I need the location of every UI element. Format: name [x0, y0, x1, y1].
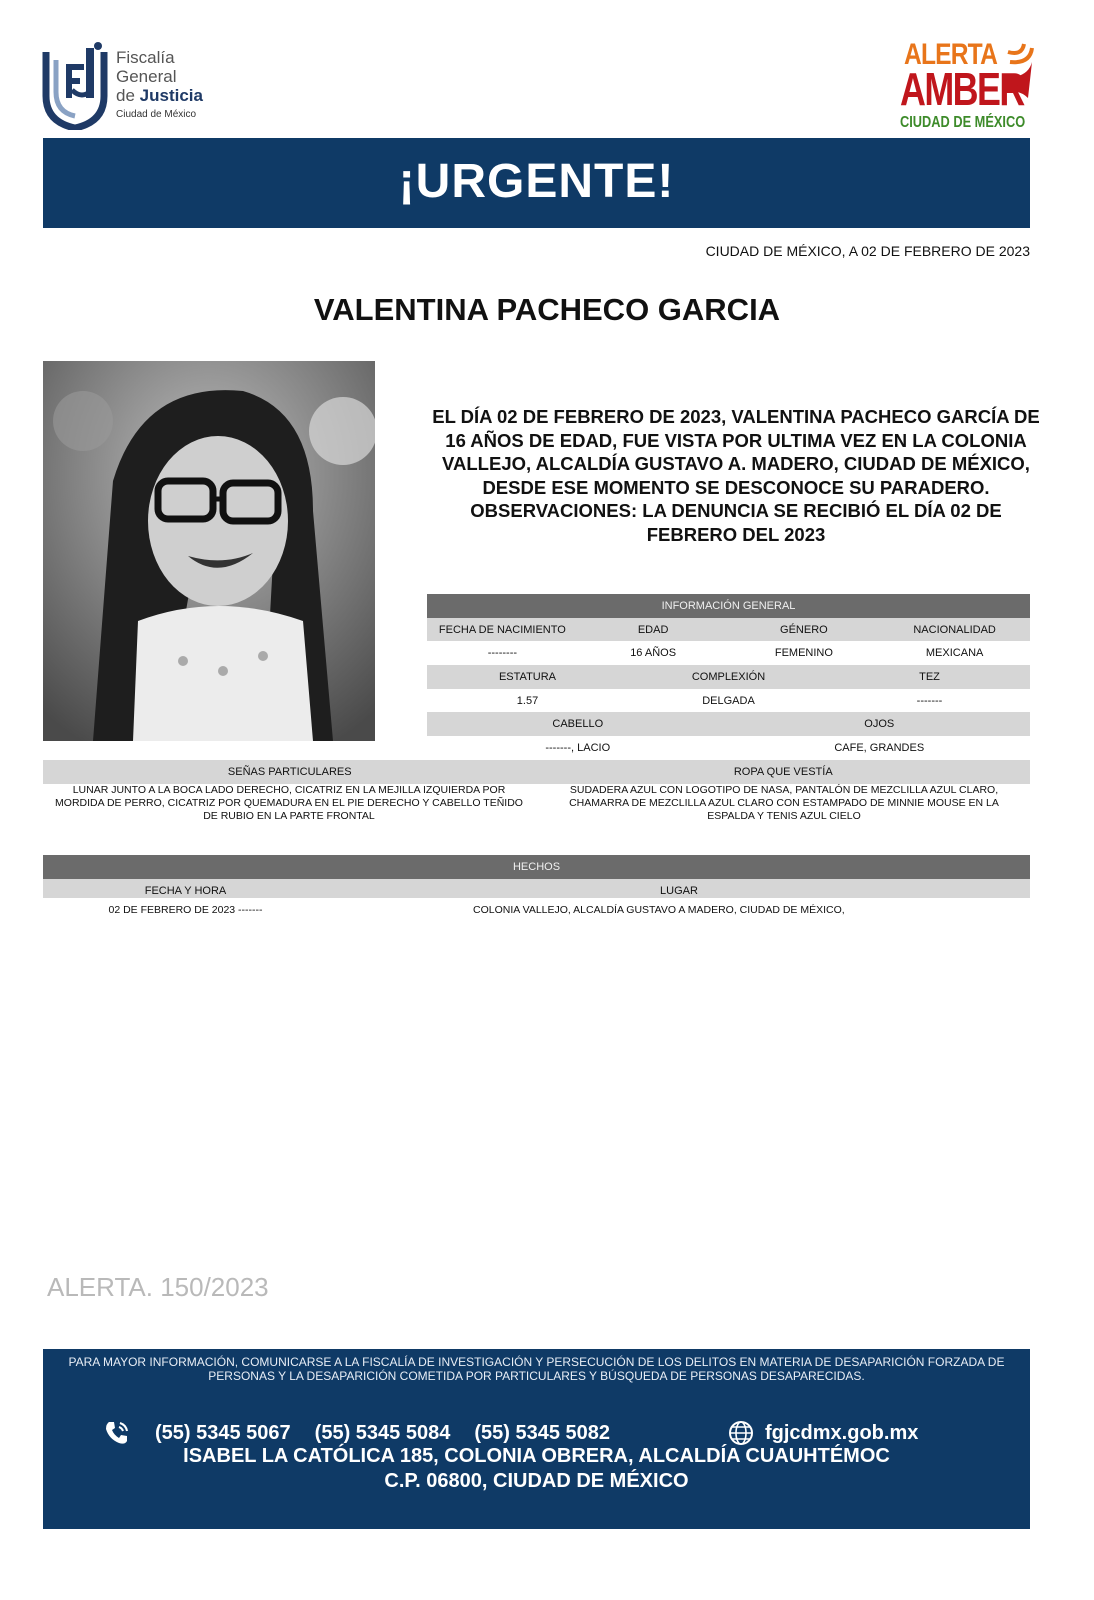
footer-phone-1[interactable]: (55) 5345 5067 [155, 1421, 291, 1444]
header-fecha-hora: FECHA Y HORA [144, 885, 227, 897]
general-info-title-row [427, 594, 1030, 618]
person-name: VALENTINA PACHECO GARCIA [313, 292, 781, 327]
date-line: CIUDAD DE MÉXICO, A 02 DE FEBRERO DE 2023 [705, 243, 1030, 259]
header-ojos: OJOS [864, 718, 895, 730]
value-ojos: CAFE, GRANDES [834, 742, 925, 754]
general-info-row2-values [427, 689, 1030, 713]
alert-number: ALERTA. 150/2023 [47, 1272, 269, 1302]
senas-particulares-text: LUNAR JUNTO A LA BOCA LADO DERECHO, CICATRIZ EN LA MEJILLA IZQUIERDA POR MORDIDA DE PERRO, CICATRIZ POR QUEMADURA EN EL PIE DERECHO Y CABELLO TEÑIDO DE RUBIO EN LA PARTE FRONTAL [55, 784, 523, 822]
fgj-line1: Fiscalía [116, 48, 175, 67]
alerta-amber-logo [900, 36, 1050, 132]
value-edad: 16 AÑOS [630, 647, 677, 659]
footer-info: PARA MAYOR INFORMACIÓN, COMUNICARSE A LA FISCALÍA DE INVESTIGACIÓN Y PERSECUCIÓN DE LOS DELITOS EN MATERIA DE DESAPARICIÓN FORZADA DE PERSONAS Y LA DESAPARICIÓN COMETIDA POR PARTICULARES Y BÚSQUEDA DE PERSONAS DESAPARECIDAS. [68, 1355, 1005, 1383]
ropa-vestia-text: SUDADERA AZUL CON LOGOTIPO DE NASA, PANTALÓN DE MEZCLILLA AZUL CLARO, CHAMARRA DE MEZCLILLA AZUL CLARO CON ESTAMPADO DE MINNIE MOUSE EN LA ESPALDA Y TENIS AZUL CIELO [569, 784, 999, 822]
general-info-row1-values [427, 641, 1030, 665]
fgj-line4: Ciudad de México [116, 109, 197, 120]
footer-address-line1: ISABEL LA CATÓLICA 185, COLONIA OBRERA, ALCALDÍA CUAUHTÉMOC [183, 1445, 890, 1467]
value-tez: ------- [916, 695, 943, 707]
footer-phone-3[interactable]: (55) 5345 5082 [474, 1421, 611, 1444]
fgj-line3-strong: Justicia [139, 86, 203, 105]
footer-phones [103, 1419, 610, 1447]
value-genero: FEMENINO [774, 647, 833, 659]
footer-website-block [727, 1419, 918, 1447]
amber-line3: CIUDAD DE MÉXICO [900, 114, 1026, 131]
narrative-text: EL DÍA 02 DE FEBRERO DE 2023, VALENTINA PACHECO GARCÍA DE 16 AÑOS DE EDAD, FUE VISTA POR ULTIMA VEZ EN LA COLONIA VALLEJO, ALCALDÍA GUSTAVO A. MADERO, CIUDAD DE MÉXICO, DESDE ESE MOMENTO SE DESCONOCE SU PARADERO. OBSERVACIONES: LA DENUNCIA SE RECIBIÓ EL DÍA 02 DE FEBRERO DEL 2023 [432, 406, 1040, 545]
person-photo [43, 361, 375, 741]
hechos-title: HECHOS [512, 861, 561, 873]
globe-icon [727, 1419, 755, 1447]
hechos-value-row [43, 898, 1030, 922]
header-ropa-vestia: ROPA QUE VESTÍA [733, 766, 833, 778]
value-fecha-hora: 02 DE FEBRERO DE 2023 ------- [108, 904, 263, 916]
urgent-banner: ¡URGENTE! [43, 138, 1030, 228]
header-estatura: ESTATURA [498, 671, 557, 683]
value-cabello: -------, LACIO [545, 742, 611, 754]
amber-line1: ALERTA [904, 38, 998, 71]
features-header-row [43, 760, 1030, 784]
fgj-line2: General [116, 67, 177, 86]
header-complexion: COMPLEXIÓN [691, 671, 766, 683]
hechos-title-row [43, 855, 1030, 879]
value-estatura: 1.57 [516, 695, 539, 707]
header-senas-particulares: SEÑAS PARTICULARES [227, 766, 352, 778]
general-info-row2-headers [427, 665, 1030, 689]
footer-address-line2: C.P. 06800, CIUDAD DE MÉXICO [384, 1470, 689, 1492]
amber-line2: AMBER [900, 63, 1024, 115]
phone-icon [103, 1419, 131, 1447]
header-edad: EDAD [637, 624, 669, 636]
header-fecha-nacimiento: FECHA DE NACIMIENTO [438, 624, 566, 636]
general-info-title: INFORMACIÓN GENERAL [661, 600, 796, 612]
value-fecha-nacimiento: -------- [487, 647, 518, 659]
value-nacionalidad: MEXICANA [925, 647, 984, 659]
general-info-row1-headers [427, 618, 1030, 642]
footer-phone-2[interactable]: (55) 5345 5084 [314, 1421, 451, 1444]
header-lugar: LUGAR [660, 885, 698, 897]
footer-website[interactable]: fgjcdmx.gob.mx [765, 1421, 919, 1444]
header-genero: GÉNERO [780, 624, 828, 636]
footer [43, 1349, 1030, 1529]
header-cabello: CABELLO [552, 718, 604, 730]
header-nacionalidad: NACIONALIDAD [913, 624, 996, 636]
general-info-row3-headers [427, 712, 1030, 736]
value-lugar: COLONIA VALLEJO, ALCALDÍA GUSTAVO A MADERO, CIUDAD DE MÉXICO, [473, 904, 845, 916]
header-tez: TEZ [919, 671, 940, 683]
value-complexion: DELGADA [702, 695, 755, 707]
fgj-emblem-icon [42, 40, 108, 130]
fgj-line3-prefix: de [116, 86, 135, 105]
fgj-logo [42, 40, 217, 132]
general-info-row3-values [427, 736, 1030, 760]
